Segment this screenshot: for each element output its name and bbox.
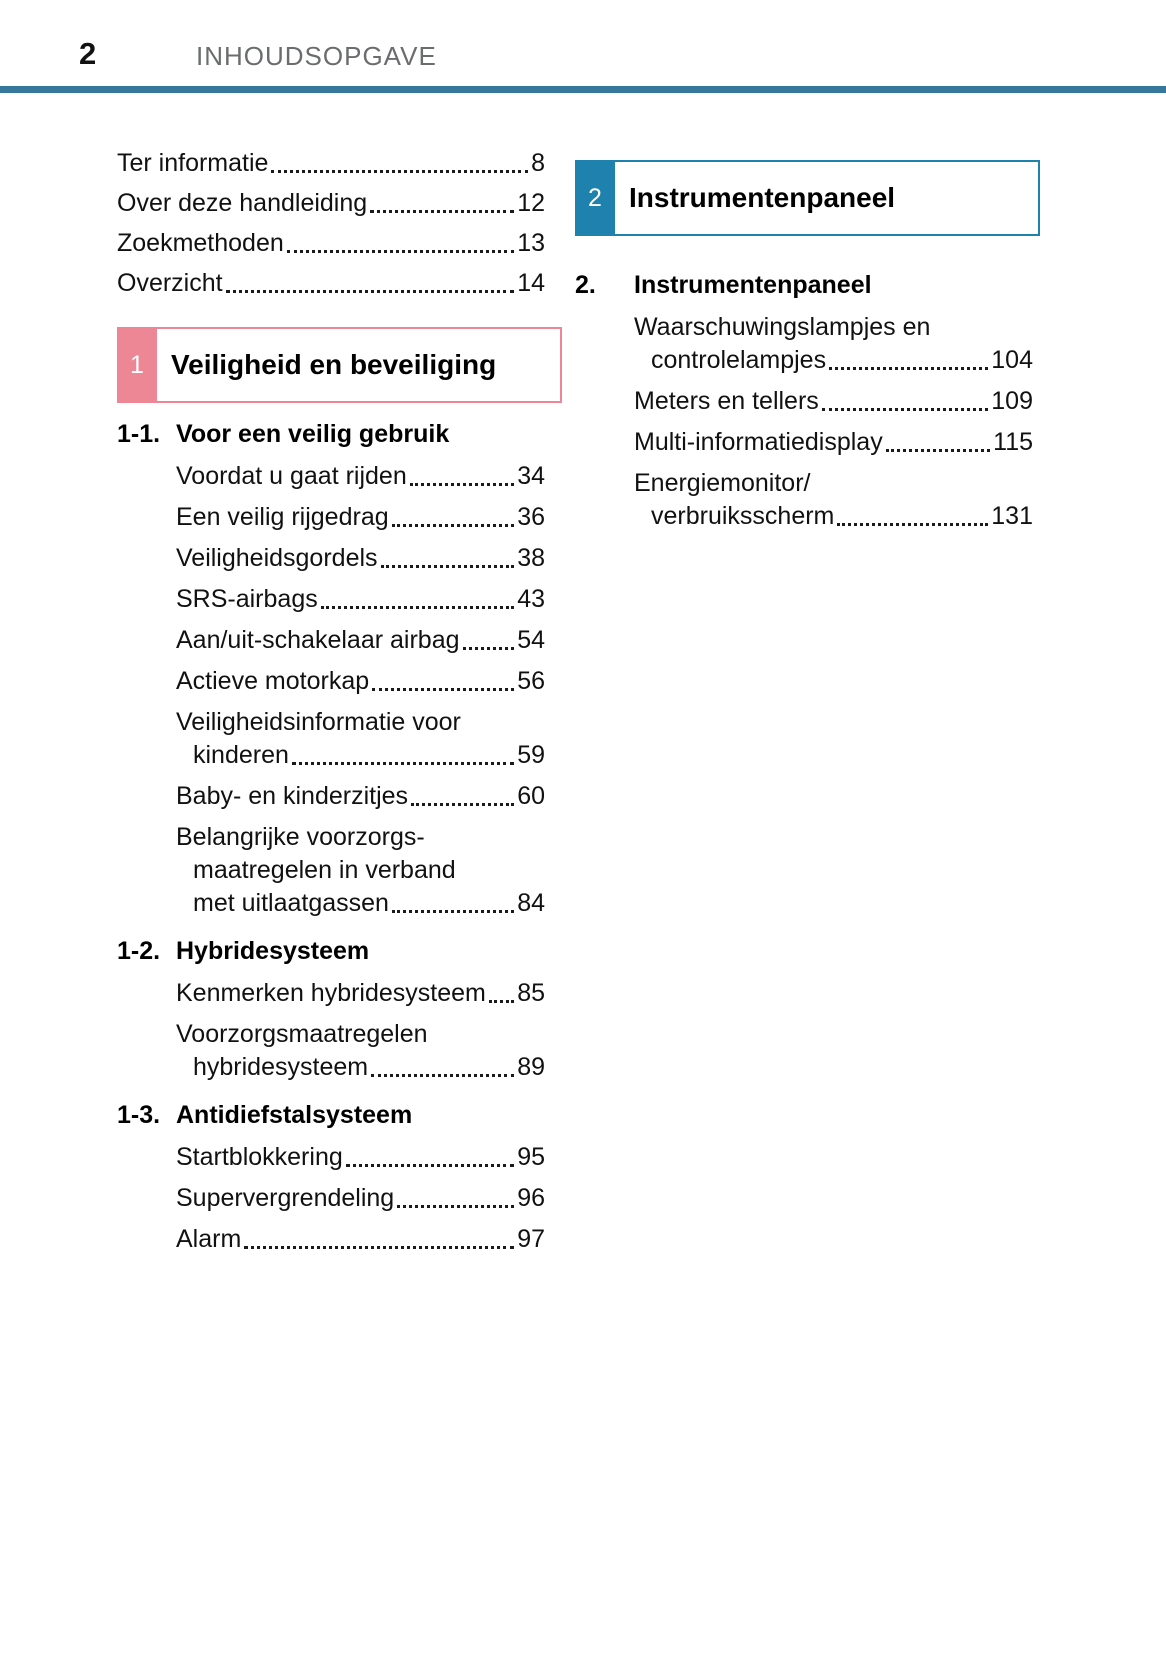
- toc-page-ref: 38: [517, 544, 545, 572]
- toc-entry: [176, 780, 545, 813]
- toc-leader-dots: [372, 688, 514, 691]
- toc-leader-dots: [370, 210, 514, 213]
- toc-entry-label: met uitlaatgassen: [193, 889, 389, 917]
- toc-leader-dots: [829, 367, 988, 370]
- toc-entry-line: [117, 187, 545, 220]
- toc-entry: [117, 267, 545, 300]
- toc-section-items: [176, 460, 545, 920]
- toc-entry-label: Startblokkering: [176, 1143, 343, 1171]
- toc-entry-line: Veiligheidsinformatie voor: [176, 708, 461, 736]
- chapter-1-title: Veiligheid en beveiliging: [171, 349, 497, 380]
- toc-section-number: 2.: [575, 271, 596, 299]
- toc-section: [117, 417, 545, 920]
- toc-section-title: Hybridesysteem: [176, 937, 370, 965]
- left-sections: [117, 417, 545, 1256]
- toc-entry-label: hybridesysteem: [193, 1053, 369, 1081]
- toc-page-ref: 12: [517, 189, 545, 217]
- toc-leader-dots: [371, 1074, 514, 1077]
- toc-section-items: [634, 311, 1033, 533]
- toc-entry: [634, 426, 1033, 459]
- toc-entry-line: [176, 542, 545, 575]
- toc-entry-label: Meters en tellers: [634, 387, 819, 415]
- toc-entry-label: Zoekmethoden: [117, 229, 284, 257]
- toc-page-ref: 95: [517, 1143, 545, 1171]
- toc-entry-line: Voorzorgsmaatregelen: [176, 1020, 428, 1048]
- toc-leader-dots: [381, 565, 515, 568]
- toc-entry-line: [176, 887, 545, 920]
- toc-leader-dots: [271, 170, 528, 173]
- right-column: [575, 160, 1033, 541]
- chapter-1-box: [117, 327, 562, 403]
- toc-entry-line: [176, 624, 545, 657]
- toc-entry-line: [176, 583, 545, 616]
- toc-entry-label: Supervergrendeling: [176, 1184, 395, 1212]
- toc-page-ref: 109: [991, 387, 1033, 415]
- toc-entry-line: [176, 665, 545, 698]
- toc-entry-line: [117, 267, 545, 300]
- toc-section: [117, 1098, 545, 1256]
- chapter-1-tab: 1: [117, 327, 157, 403]
- chapter-2-title: Instrumentenpaneel: [629, 182, 896, 213]
- toc-section-header: [117, 417, 545, 451]
- toc-leader-dots: [392, 524, 515, 527]
- toc-leader-dots: [287, 250, 514, 253]
- toc-entry: [634, 467, 1033, 533]
- intro-list: [117, 147, 545, 300]
- toc-entry-label: SRS-airbags: [176, 585, 318, 613]
- toc-page-ref: 131: [991, 502, 1033, 530]
- toc-entry: [176, 542, 545, 575]
- toc-leader-dots: [410, 483, 514, 486]
- toc-leader-dots: [837, 523, 988, 526]
- toc-entry-line: [176, 1182, 545, 1215]
- toc-entry: [176, 624, 545, 657]
- toc-leader-dots: [321, 606, 514, 609]
- toc-section-title: Voor een veilig gebruik: [176, 420, 450, 448]
- toc-entry-line: [634, 344, 1033, 377]
- left-column: [117, 147, 545, 1264]
- toc-entry: [176, 583, 545, 616]
- toc-page-ref: 84: [517, 889, 545, 917]
- toc-entry: [176, 1141, 545, 1174]
- toc-leader-dots: [886, 449, 990, 452]
- toc-entry-line: [176, 1141, 545, 1174]
- toc-entry-line: [176, 780, 545, 813]
- toc-page-ref: 115: [993, 428, 1033, 456]
- toc-entry: [634, 311, 1033, 377]
- toc-page-ref: 43: [517, 585, 545, 613]
- toc-page-ref: 89: [517, 1053, 545, 1081]
- page-number: 2: [79, 36, 97, 71]
- toc-entry-line: [634, 385, 1033, 418]
- toc-section-number: 1-3.: [117, 1101, 161, 1129]
- toc-entry-line: [176, 977, 545, 1010]
- toc-leader-dots: [244, 1246, 514, 1249]
- toc-entry: [117, 187, 545, 220]
- toc-entry: [634, 385, 1033, 418]
- toc-entry: [176, 977, 545, 1010]
- toc-entry: [176, 501, 545, 534]
- toc-section-title: Instrumentenpaneel: [634, 271, 872, 299]
- toc-section: [575, 268, 1033, 533]
- header-rule: [0, 86, 1166, 93]
- toc-leader-dots: [463, 647, 515, 650]
- toc-page-ref: 34: [517, 462, 545, 490]
- toc-section-header: [575, 268, 1033, 302]
- toc-page-ref: 104: [991, 346, 1033, 374]
- toc-entry-line: maatregelen in verband: [193, 856, 456, 884]
- toc-entry: [176, 460, 545, 493]
- toc-entry-label: Multi-informatiedisplay: [634, 428, 883, 456]
- toc-page-ref: 97: [517, 1225, 545, 1253]
- toc-entry-label: Alarm: [176, 1225, 242, 1253]
- toc-entry: [176, 1182, 545, 1215]
- toc-entry: [117, 227, 545, 260]
- toc-page-ref: 60: [517, 782, 545, 810]
- toc-entry: [117, 147, 545, 180]
- toc-entry-label: Ter informatie: [117, 149, 269, 177]
- toc-entry: [176, 821, 545, 920]
- toc-entry-label: Actieve motorkap: [176, 667, 370, 695]
- toc-entry-line: [634, 500, 1033, 533]
- toc-page-ref: 85: [517, 979, 545, 1007]
- toc-page-ref: 36: [517, 503, 545, 531]
- toc-entry-line: [117, 147, 545, 180]
- toc-leader-dots: [346, 1164, 514, 1167]
- toc-entry: [176, 706, 545, 772]
- page-title: INHOUDSOPGAVE: [196, 41, 437, 71]
- toc-section-items: [176, 1141, 545, 1256]
- toc-entry-line: Belangrijke voorzorgs-: [176, 823, 425, 851]
- toc-leader-dots: [392, 910, 514, 913]
- toc-page-ref: 14: [517, 269, 545, 297]
- toc-section: [117, 934, 545, 1084]
- toc-page-ref: 54: [517, 626, 545, 654]
- toc-entry-label: Aan/uit-schakelaar airbag: [176, 626, 460, 654]
- toc-leader-dots: [292, 762, 514, 765]
- toc-leader-dots: [411, 803, 514, 806]
- toc-entry-line: [634, 426, 1033, 459]
- right-sections: [575, 268, 1033, 533]
- toc-entry-line: Energiemonitor/: [634, 469, 811, 497]
- toc-entry-label: Baby- en kinderzitjes: [176, 782, 409, 810]
- toc-page-ref: 59: [517, 741, 545, 769]
- toc-entry-line: [117, 227, 545, 260]
- toc-section-items: [176, 977, 545, 1084]
- chapter-2-box: [575, 160, 1040, 236]
- toc-entry-label: verbruiksscherm: [651, 502, 835, 530]
- toc-page-ref: 56: [517, 667, 545, 695]
- toc-entry-label: Kenmerken hybridesysteem: [176, 979, 486, 1007]
- toc-entry-line: [176, 1051, 545, 1084]
- toc-page-ref: 8: [531, 149, 545, 177]
- toc-leader-dots: [822, 408, 988, 411]
- toc-leader-dots: [489, 1000, 514, 1003]
- toc-section-number: 1-1.: [117, 420, 161, 448]
- toc-section-header: [117, 1098, 545, 1132]
- toc-entry-label: controlelampjes: [651, 346, 827, 374]
- toc-page-ref: 13: [517, 229, 545, 257]
- toc-leader-dots: [226, 290, 515, 293]
- toc-entry: [176, 665, 545, 698]
- toc-page-ref: 96: [517, 1184, 545, 1212]
- toc-leader-dots: [397, 1205, 514, 1208]
- toc-entry-label: Een veilig rijgedrag: [176, 503, 389, 531]
- toc-entry: [176, 1018, 545, 1084]
- toc-section-title: Antidiefstalsysteem: [176, 1101, 413, 1129]
- toc-entry-label: Over deze handleiding: [117, 189, 368, 217]
- chapter-2-tab: 2: [575, 160, 615, 236]
- toc-entry: [176, 1223, 545, 1256]
- toc-entry-line: [176, 460, 545, 493]
- toc-entry-label: Veiligheidsgordels: [176, 544, 378, 572]
- toc-entry-line: Waarschuwingslampjes en: [634, 313, 931, 341]
- toc-section-header: [117, 934, 545, 968]
- toc-entry-line: [176, 501, 545, 534]
- toc-section-number: 1-2.: [117, 937, 161, 965]
- toc-entry-label: Voordat u gaat rijden: [176, 462, 407, 490]
- toc-entry-line: [176, 739, 545, 772]
- toc-entry-line: [176, 1223, 545, 1256]
- toc-entry-label: kinderen: [193, 741, 289, 769]
- toc-entry-label: Overzicht: [117, 269, 223, 297]
